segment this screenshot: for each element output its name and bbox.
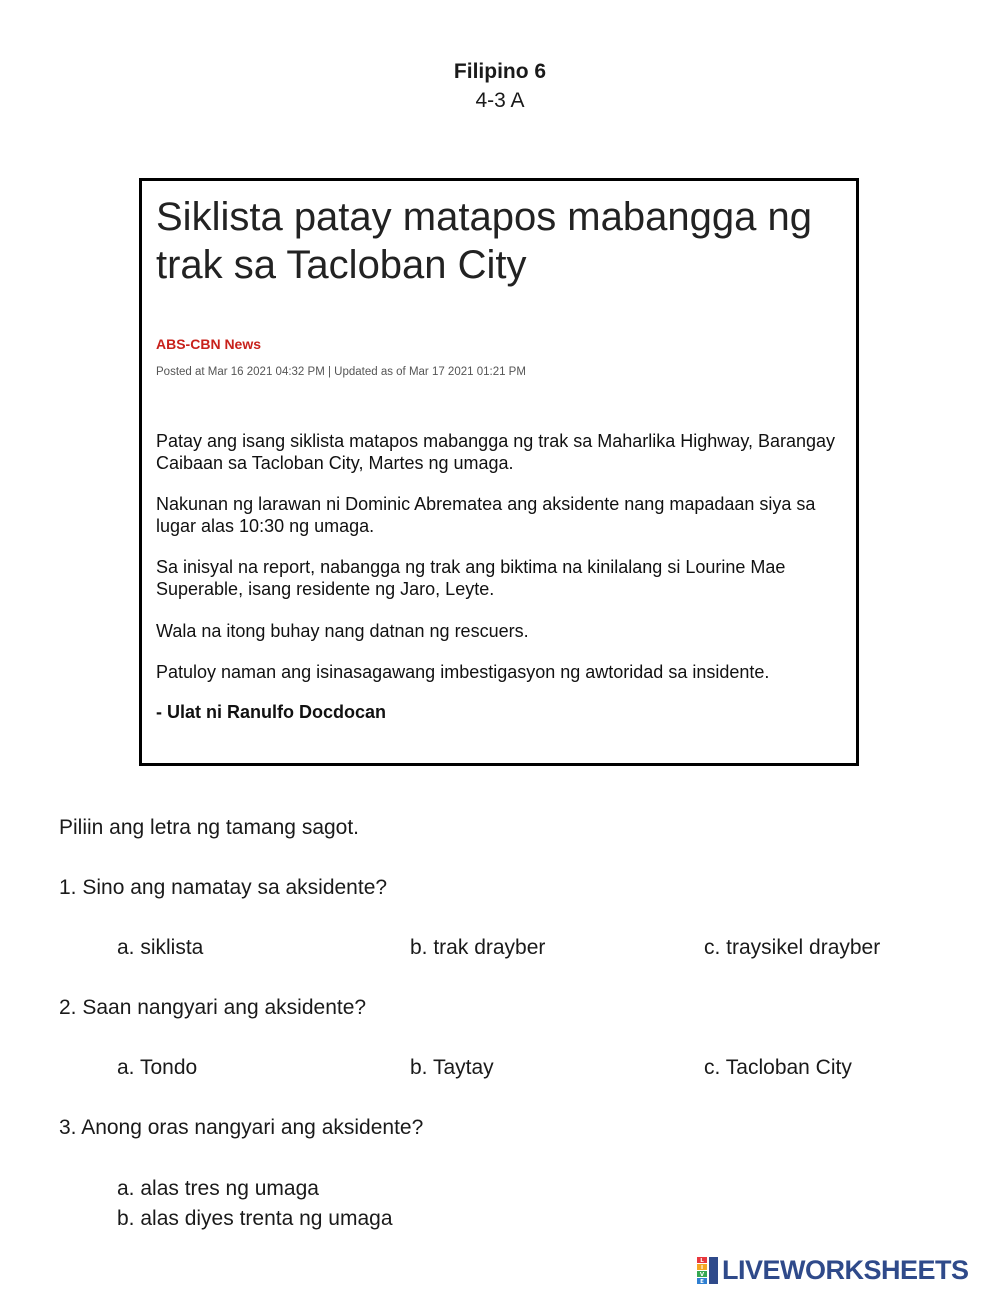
article-paragraph: Patuloy naman ang isinasagawang imbestigasyon ng awtoridad sa insidente. bbox=[156, 662, 770, 682]
choice-3b[interactable]: b. alas diyes trenta ng umaga bbox=[117, 1207, 393, 1230]
choice-3a[interactable]: a. alas tres ng umaga bbox=[117, 1177, 319, 1200]
choice-1c[interactable]: c. traysikel drayber bbox=[704, 936, 881, 959]
choice-1b[interactable]: b. trak drayber bbox=[410, 936, 546, 959]
logo-letter: V bbox=[699, 1272, 705, 1279]
article-paragraph: Wala na itong buhay nang datnan ng rescuers. bbox=[156, 621, 529, 641]
choice-2c[interactable]: c. Tacloban City bbox=[704, 1056, 852, 1079]
worksheet-title: Filipino 6 bbox=[453, 60, 547, 83]
choice-2b[interactable]: b. Taytay bbox=[410, 1056, 494, 1079]
choice-1a[interactable]: a. siklista bbox=[117, 936, 204, 959]
article-paragraph: Sa inisyal na report, nabangga ng trak ang biktima na kinilalang si Lourine Mae Superable, isang residente ng Jaro, Leyte. bbox=[156, 557, 786, 599]
question-3: 3. Anong oras nangyari ang aksidente? bbox=[59, 1116, 424, 1139]
choice-2a[interactable]: a. Tondo bbox=[117, 1056, 198, 1079]
logo-letter: L bbox=[700, 1258, 704, 1265]
article-paragraph: Patay ang isang siklista matapos mabangga ng trak sa Maharlika Highway, Barangay Caibaan sa Tacloban City, Martes ng umaga. bbox=[156, 431, 836, 473]
logo-letter: E bbox=[700, 1279, 704, 1285]
article-timestamp: Posted at Mar 16 2021 04:32 PM | Updated as of Mar 17 2021 01:21 PM bbox=[156, 366, 526, 378]
article-byline: - Ulat ni Ranulfo Docdocan bbox=[156, 702, 387, 722]
question-2: 2. Saan nangyari ang aksidente? bbox=[59, 996, 367, 1019]
headline-line-1: Siklista patay matapos mabangga ng bbox=[156, 195, 812, 239]
headline-line-2: trak sa Tacloban City bbox=[156, 243, 527, 287]
logo-letter: I bbox=[700, 1265, 704, 1272]
liveworksheets-brand: LIVEWORKSHEETS bbox=[722, 1255, 969, 1285]
article-headline bbox=[156, 193, 856, 289]
liveworksheets-icon bbox=[697, 1257, 719, 1285]
question-1: 1. Sino ang namatay sa aksidente? bbox=[59, 876, 388, 899]
liveworksheets-logo bbox=[697, 1256, 993, 1286]
instruction-text: Piliin ang letra ng tamang sagot. bbox=[59, 816, 360, 839]
worksheet-subtitle: 4-3 A bbox=[475, 89, 525, 112]
article-paragraph: Nakunan ng larawan ni Dominic Abrematea ang aksidente nang mapadaan siya sa lugar alas 10:30 ng umaga. bbox=[156, 494, 816, 536]
news-article-box bbox=[139, 178, 859, 766]
article-source: ABS-CBN News bbox=[156, 336, 262, 352]
